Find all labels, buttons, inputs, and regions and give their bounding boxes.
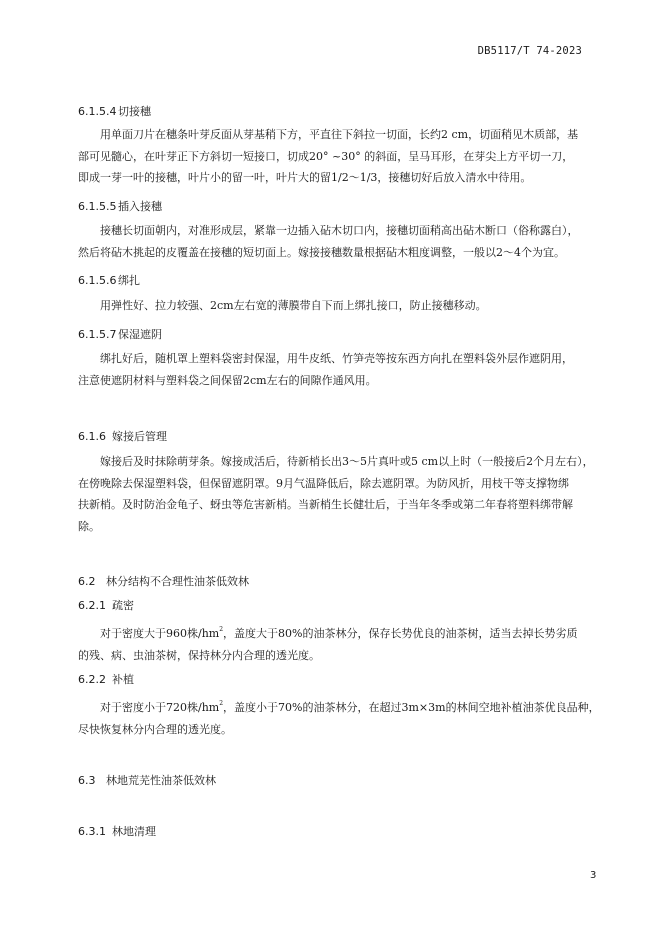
text-run: ，盖度小于70%的油茶林分，在超过3m×3m的林间空地补植油茶优良品种，	[223, 701, 600, 714]
paragraph-line: 接穗长切面朝内，对准形成层，紧靠一边插入砧木切口内，接穗切面稍高出砧木断口（俗称露白），	[100, 224, 579, 237]
section-title: 林地荒芜性油茶低效林	[106, 774, 216, 787]
section-heading-6-1-5-4	[78, 103, 151, 119]
page-number: 3	[590, 870, 597, 881]
paragraph-line: 扶新梢。及时防治金龟子、蚜虫等危害新梢。当新梢生长健壮后，于当年冬季或第二年春将塑料绑带解	[78, 498, 573, 512]
section-number: 6.3	[78, 774, 96, 787]
section-number: 6.1.5.6	[78, 274, 117, 287]
paragraph-binding	[78, 295, 598, 317]
text-run: ，盖度大于80%的油茶林分，保存长势优良的油茶树，适当去掉长势劣质	[223, 627, 578, 640]
paragraph-post-graft-management	[78, 451, 598, 538]
section-title: 嫁接后管理	[112, 430, 167, 443]
section-title: 插入接穗	[118, 200, 162, 213]
paragraph-line: 嫁接后及时抹除萌芽条。嫁接成活后，待新梢长出3～5片真叶或5 cm以上时（一般接后2个月左右），	[100, 455, 594, 468]
section-number: 6.1.5.5	[78, 200, 117, 213]
section-number: 6.1.5.7	[78, 328, 117, 341]
paragraph-line: 用弹性好、拉力较强、2cm左右宽的薄膜带自下而上绑扎接口，防止接穗移动。	[100, 299, 487, 312]
section-number: 6.2.1	[78, 599, 106, 612]
paragraph-line: 除。	[78, 520, 100, 534]
paragraph-line: 部可见髓心，在叶芽正下方斜切一短接口，切成20° ~30° 的斜面，呈马耳形，在芽尖上方平切一刀，	[78, 149, 574, 163]
paragraph-thinning	[78, 619, 598, 666]
section-title: 绑扎	[118, 274, 140, 287]
section-heading-6-2-1	[78, 597, 134, 613]
section-heading-6-1-5-5	[78, 198, 162, 214]
section-title: 林分结构不合理性油茶低效林	[106, 575, 249, 588]
section-title: 补植	[112, 673, 134, 686]
section-title: 切接穗	[118, 105, 151, 118]
paragraph-line: 在傍晚除去保湿塑料袋，但保留遮阴罩。9月气温降低后，除去遮阴罩。为防风折，用枝干等支撑物绑	[78, 476, 569, 490]
section-heading-6-1-5-6	[78, 272, 140, 288]
section-heading-6-3	[78, 772, 216, 788]
section-heading-6-1-6	[78, 428, 167, 444]
section-number: 6.1.5.4	[78, 105, 117, 118]
paragraph-line: 用单面刀片在穗条叶芽反面从芽基稍下方，平直往下斜拉一切面，长约2 cm，切面稍见木质部，基	[100, 128, 579, 141]
paragraph-line: 然后将砧木挑起的皮覆盖在接穗的短切面上。嫁接接穗数量根据砧木粗度调整，一般以2～4个为宜。	[78, 245, 565, 259]
text-run: 对于密度小于720株/hm	[100, 701, 220, 714]
section-heading-6-1-5-7	[78, 326, 162, 342]
paragraph-line: 尽快恢复林分内合理的透光度。	[78, 722, 232, 736]
paragraph-line: 即成一芽一叶的接穗，叶片小的留一叶，叶片大的留1/2～1/3，接穗切好后放入清水中待用。	[78, 171, 532, 185]
paragraph-cut-scion	[78, 124, 598, 189]
text-run: 对于密度大于960株/hm	[100, 627, 220, 640]
section-number: 6.1.6	[78, 430, 106, 443]
paragraph-line: 的残、病、虫油茶树，保持林分内合理的透光度。	[78, 648, 320, 662]
section-title: 疏密	[112, 599, 134, 612]
superscript: 2	[219, 626, 224, 633]
section-number: 6.2	[78, 575, 96, 588]
section-number: 6.2.2	[78, 673, 106, 686]
section-number: 6.3.1	[78, 825, 106, 838]
paragraph-insert-scion	[78, 220, 598, 263]
section-heading-6-2-2	[78, 671, 134, 687]
paragraph-replanting	[78, 693, 598, 740]
paragraph-line: 绑扎好后，随机罩上塑料袋密封保湿，用牛皮纸、竹笋壳等按东西方向扎在塑料袋外层作遮阴用，	[100, 352, 573, 365]
paragraph-line	[78, 693, 598, 719]
paragraph-moisture-shade	[78, 348, 598, 391]
section-heading-6-3-1	[78, 823, 156, 839]
document-id: DB5117/T 74-2023	[477, 45, 582, 57]
paragraph-line	[78, 619, 598, 645]
paragraph-line: 注意使遮阴材料与塑料袋之间保留2cm左右的间隙作通风用。	[78, 373, 377, 387]
section-title: 林地清理	[112, 825, 156, 838]
superscript: 2	[219, 700, 224, 707]
section-heading-6-2	[78, 573, 249, 589]
section-title: 保湿遮阴	[118, 328, 162, 341]
